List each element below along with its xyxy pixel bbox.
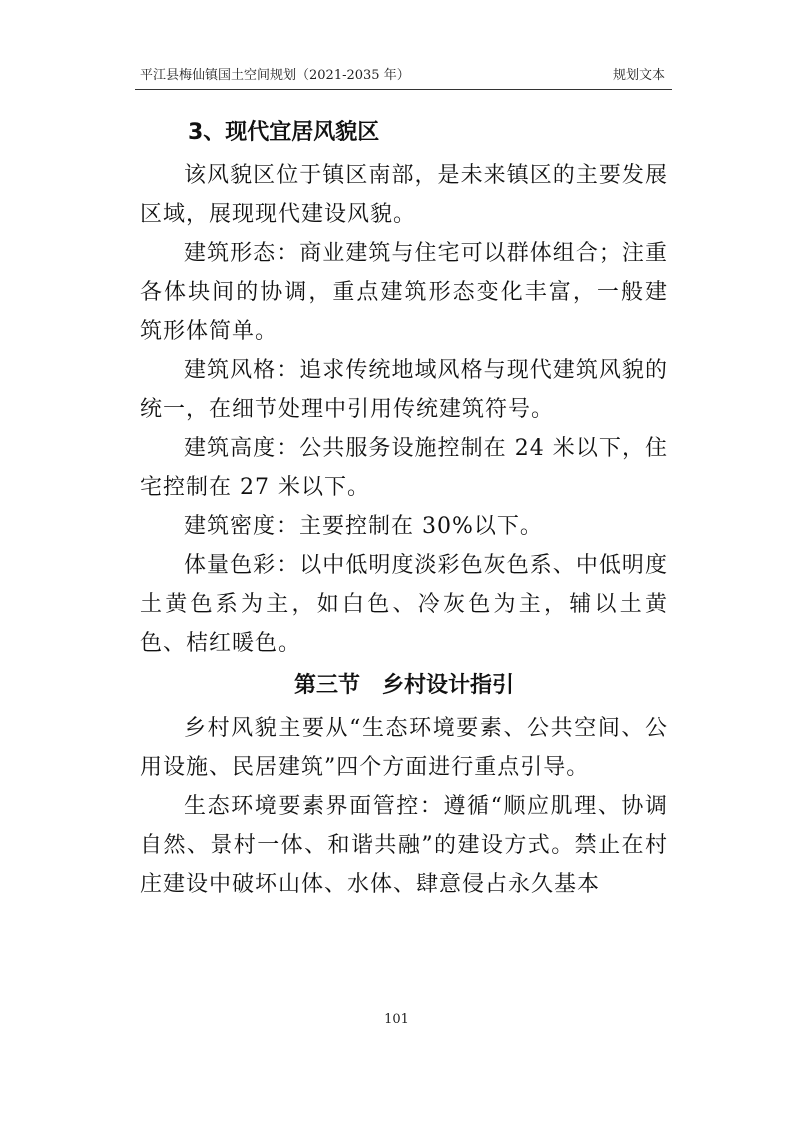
paragraph-building-height: 建筑高度：公共服务设施控制在 24 米以下，住宅控制在 27 米以下。 [140, 436, 668, 500]
section-3-rural-design-heading: 第三节 乡村设计指引 [293, 673, 514, 698]
paragraph-eco-control: 生态环境要素界面管控：遵循“顺应肌理、协调自然、景村一体、和谐共融”的建设方式。禁止在村庄建设中破坏山体、水体、肆意侵占永久基本 [140, 794, 668, 897]
page-body [140, 110, 668, 904]
header-divider [135, 89, 672, 90]
paragraph-building-form: 建筑形态：商业建筑与住宅可以群体组合；注重各体块间的协调，重点建筑形态变化丰富，一般建筑形体简单。 [140, 241, 668, 344]
document-type: 规划文本 [612, 68, 665, 83]
document-title: 平江县梅仙镇国土空间规划（2021-2035 年） [140, 68, 410, 83]
paragraph-building-density: 建筑密度：主要控制在 30%以下。 [184, 514, 543, 539]
paragraph-building-style: 建筑风格：追求传统地域风格与现代建筑风貌的统一，在细节处理中引用传统建筑符号。 [140, 358, 668, 422]
paragraph-area-location: 该风貌区位于镇区南部，是未来镇区的主要发展区域，展现现代建设风貌。 [140, 163, 668, 227]
paragraph-rural-overview: 乡村风貌主要从“生态环境要素、公共空间、公用设施、民居建筑”四个方面进行重点引导。 [140, 716, 668, 780]
page-number: 101 [384, 1012, 409, 1027]
section-3-heading: 3、现代宜居风貌区 [188, 120, 380, 145]
paragraph-volume-color: 体量色彩：以中低明度淡彩色灰色系、中低明度土黄色系为主，如白色、冷灰色为主，辅以土黄色、桔红暖色。 [140, 553, 668, 656]
